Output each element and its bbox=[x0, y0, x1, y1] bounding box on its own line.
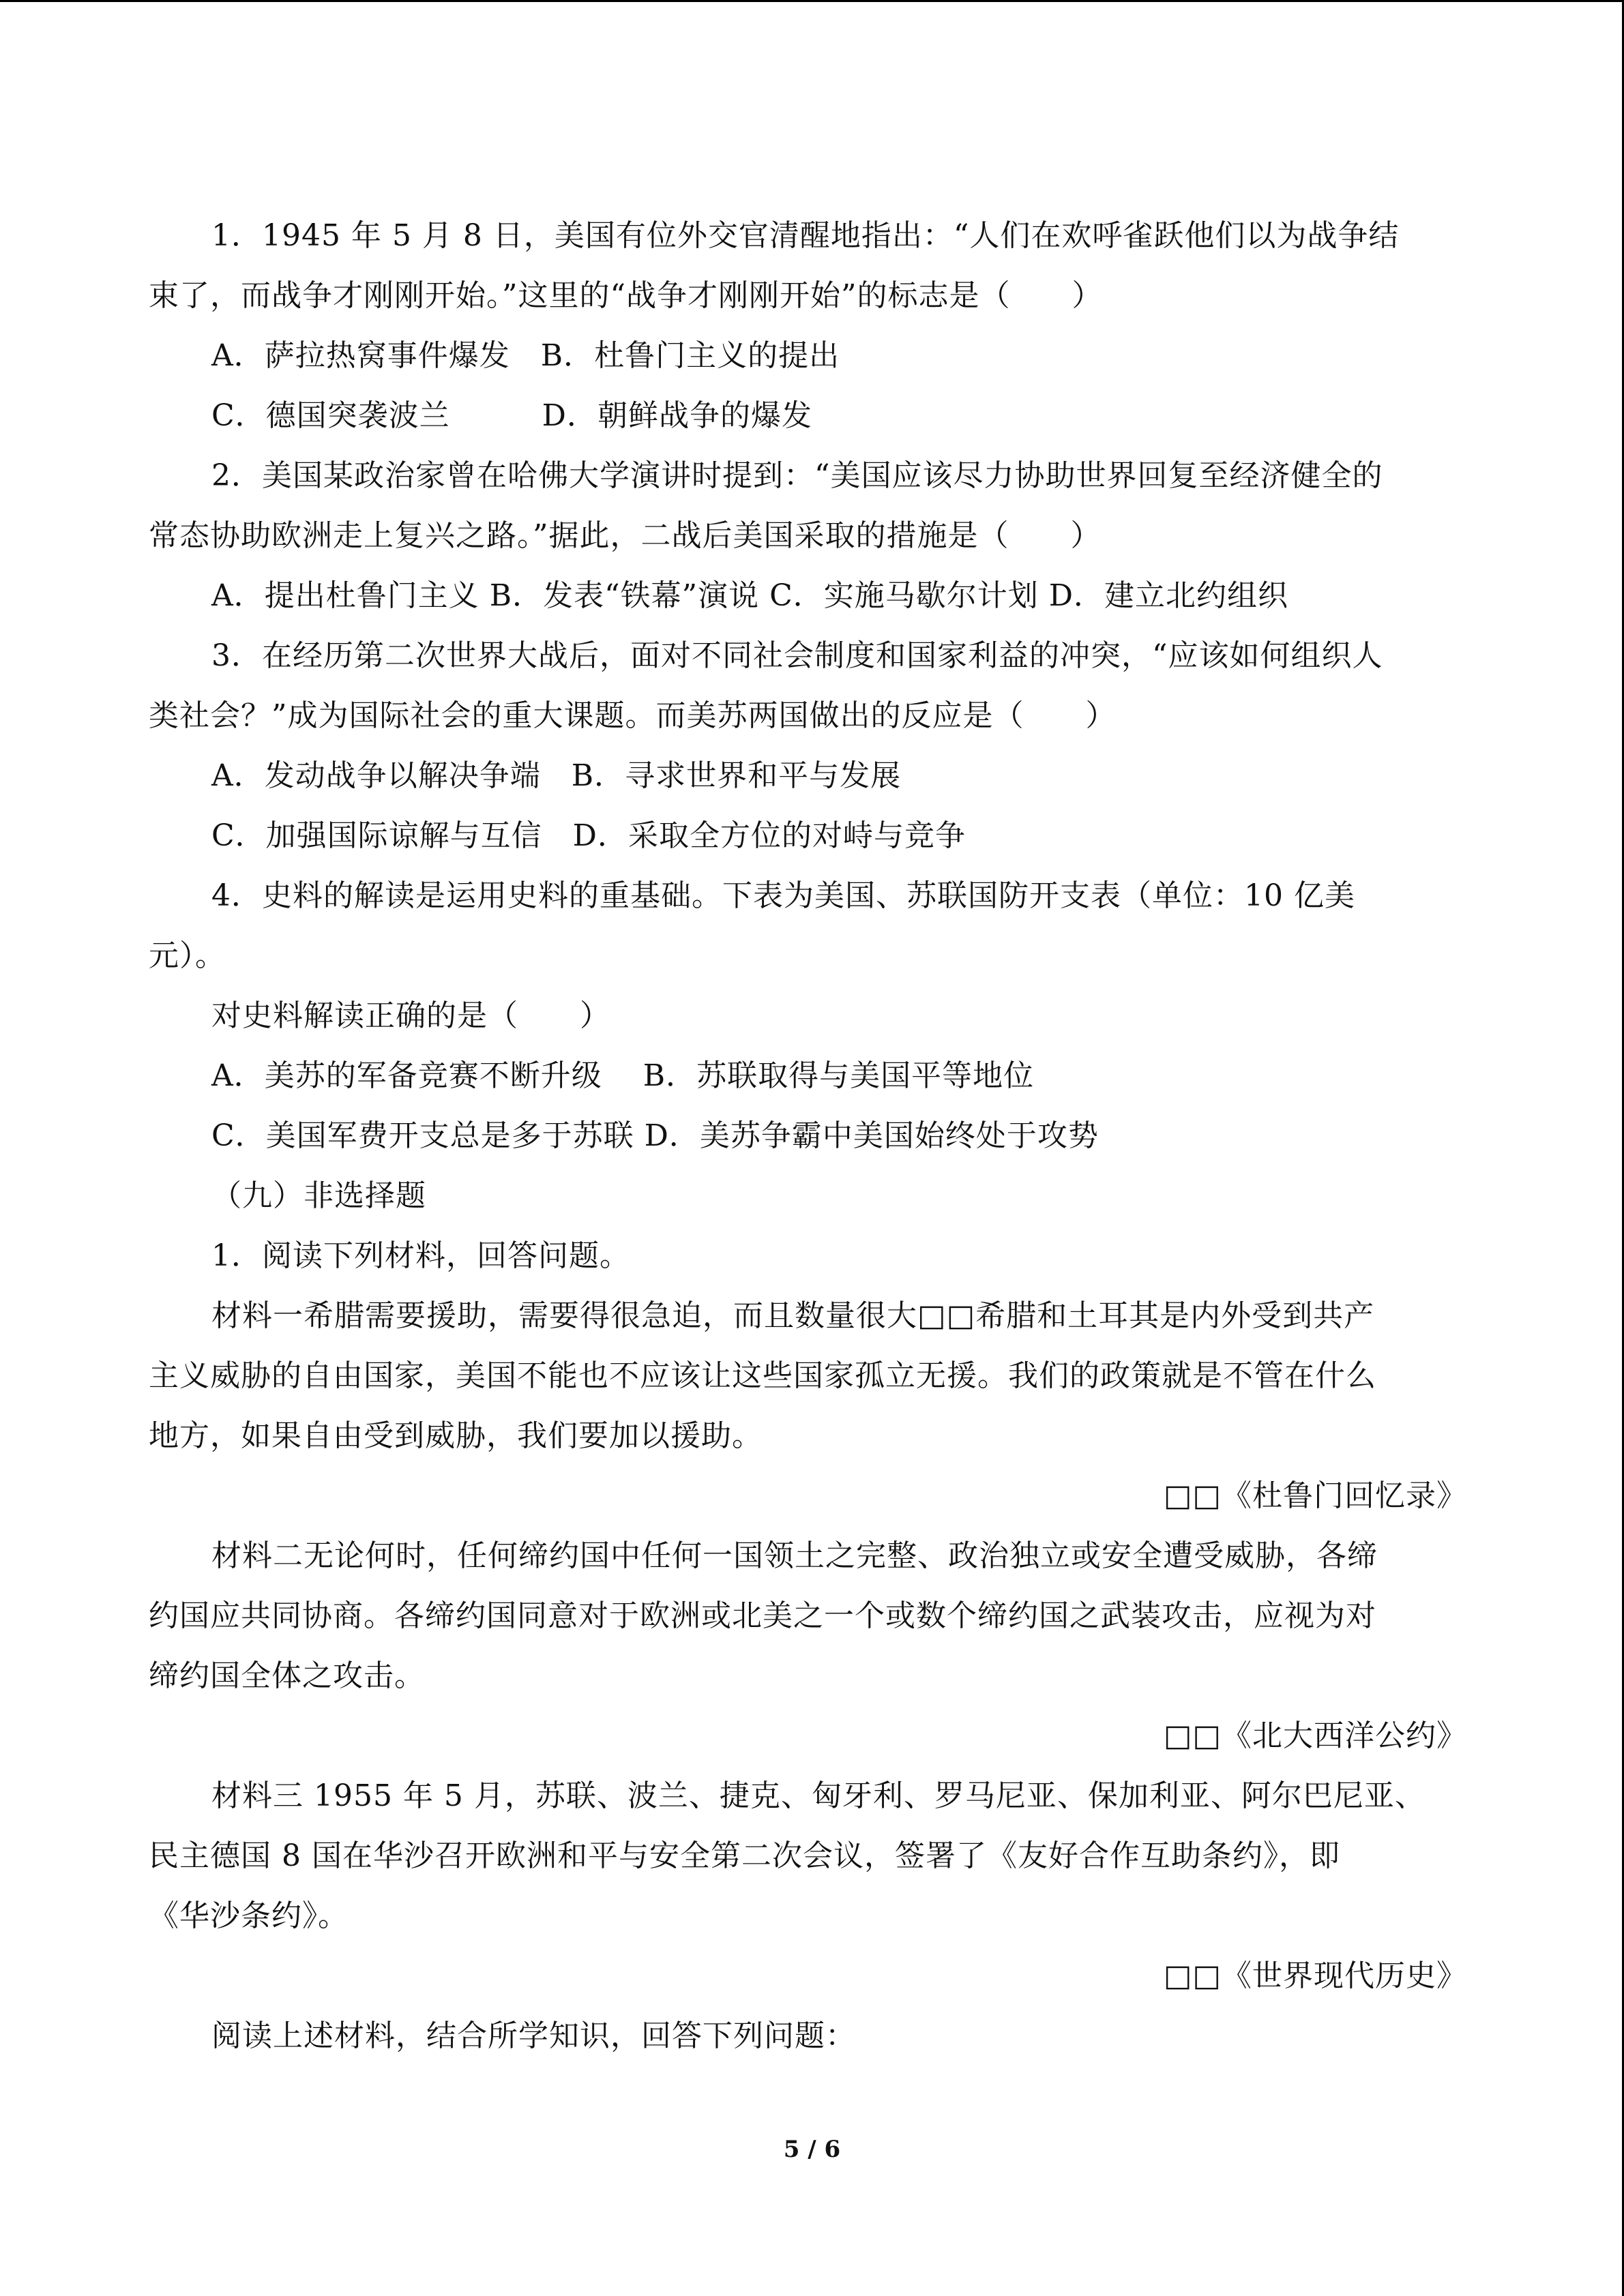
q3-stem-line2: 类社会？”成为国际社会的重大课题。而美苏两国做出的反应是（ ） bbox=[149, 698, 1117, 733]
essay-q1-instruction: 1．阅读下列材料，回答问题。 bbox=[211, 1238, 630, 1273]
material3-line2: 民主德国 8 国在华沙召开欧洲和平与安全第二次会议，签署了《友好合作互助条约》，即 bbox=[149, 1838, 1340, 1873]
q4-options-ab: A．美苏的军备竞赛不断升级 B．苏联取得与美国平等地位 bbox=[211, 1058, 1035, 1093]
q4-prompt: 对史料解读正确的是（ ） bbox=[211, 998, 610, 1033]
q1-stem-line2: 束了，而战争才刚刚开始。”这里的“战争才刚刚开始”的标志是（ ） bbox=[149, 278, 1103, 313]
material2-line1: 材料二无论何时，任何缔约国中任何一国领土之完整、政治独立或安全遭受威胁，各缔 bbox=[211, 1538, 1378, 1573]
q4-options-cd: C．美国军费开支总是多于苏联 D．美苏争霸中美国始终处于攻势 bbox=[211, 1118, 1099, 1153]
q4-stem-line2: 元）。 bbox=[149, 938, 226, 973]
material1-line3: 地方，如果自由受到威胁，我们要加以援助。 bbox=[149, 1418, 763, 1453]
q1-stem-line1: 1．1945 年 5 月 8 日，美国有位外交官清醒地指出：“人们在欢呼雀跃他们以为战争结 bbox=[211, 218, 1400, 253]
section-heading: （九）非选择题 bbox=[211, 1178, 426, 1213]
q1-options-ab: A．萨拉热窝事件爆发 B．杜鲁门主义的提出 bbox=[211, 338, 840, 373]
q4-stem-line1: 4．史料的解读是运用史料的重基础。下表为美国、苏联国防开支表（单位：10 亿美 bbox=[211, 878, 1355, 913]
q3-stem-line1: 3．在经历第二次世界大战后，面对不同社会制度和国家利益的冲突，“应该如何组织人 bbox=[211, 638, 1383, 673]
q3-options-cd: C．加强国际谅解与互信 D．采取全方位的对峙与竞争 bbox=[211, 818, 966, 853]
material2-line3: 缔约国全体之攻击。 bbox=[149, 1658, 425, 1693]
material3-line1: 材料三 1955 年 5 月，苏联、波兰、捷克、匈牙利、罗马尼亚、保加利亚、阿尔巴尼亚、 bbox=[211, 1778, 1426, 1813]
essay-q1-prompt: 阅读上述材料，结合所学知识，回答下列问题： bbox=[211, 2018, 856, 2053]
q2-stem-line2: 常态协助欧洲走上复兴之路。”据此，二战后美国采取的措施是（ ） bbox=[149, 518, 1102, 553]
q2-options: A．提出杜鲁门主义 B．发表“铁幕”演说 C．实施马歇尔计划 D．建立北约组织 bbox=[211, 578, 1288, 613]
material1-line1: 材料一希腊需要援助，需要得很急迫，而且数量很大□□希腊和土耳其是内外受到共产 bbox=[211, 1298, 1375, 1333]
q1-options-cd: C．德国突袭波兰 D．朝鲜战争的爆发 bbox=[211, 398, 812, 433]
q2-stem-line1: 2．美国某政治家曾在哈佛大学演讲时提到：“美国应该尽力协助世界回复至经济健全的 bbox=[211, 458, 1383, 493]
material2-line2: 约国应共同协商。各缔约国同意对于欧洲或北美之一个或数个缔约国之武装攻击，应视为对 bbox=[149, 1598, 1376, 1633]
material3-source: □□《世界现代历史》 bbox=[1163, 1958, 1467, 1993]
material1-source: □□《杜鲁门回忆录》 bbox=[1163, 1478, 1467, 1513]
material3-line3: 《华沙条约》。 bbox=[149, 1898, 349, 1933]
q3-options-ab: A．发动战争以解决争端 B．寻求世界和平与发展 bbox=[211, 758, 902, 793]
page-number: 5 / 6 bbox=[783, 2136, 841, 2163]
material2-source: □□《北大西洋公约》 bbox=[1163, 1718, 1467, 1753]
material1-line2: 主义威胁的自由国家，美国不能也不应该让这些国家孤立无援。我们的政策就是不管在什么 bbox=[149, 1358, 1376, 1393]
